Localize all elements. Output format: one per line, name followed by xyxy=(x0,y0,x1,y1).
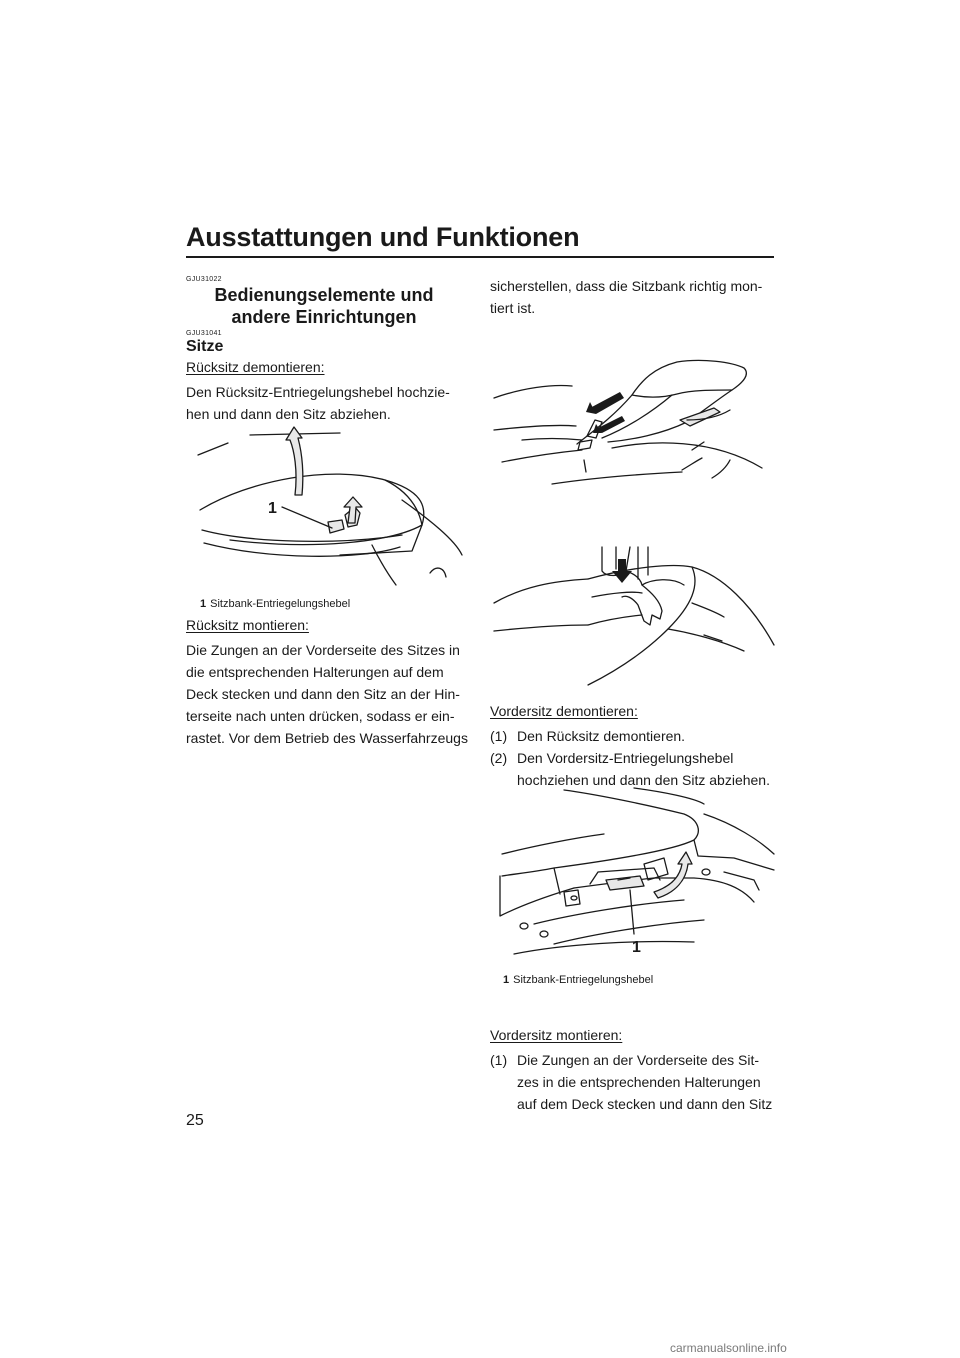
figure4-caption-number: 1 xyxy=(503,974,510,986)
header-rule xyxy=(186,256,774,258)
figure1-caption-number: 1 xyxy=(200,598,207,610)
section-code: GJU31022 xyxy=(186,276,222,283)
heading-front-seat-installation: Vordersitz montieren: xyxy=(490,1027,623,1043)
figure1-callout-1: 1 xyxy=(268,500,277,517)
list-item-text: Den Vordersitz-Entriegelungshebel hochziehen und dann den Sitz abziehen. xyxy=(517,750,770,788)
list-item-number: (2) xyxy=(490,750,508,766)
figure-rear-seat-press-down xyxy=(492,545,774,685)
watermark: carmanualsonline.info xyxy=(670,1341,787,1355)
page-header-title: Ausstattungen und Funktionen xyxy=(186,222,580,252)
figure-front-seat-release xyxy=(494,784,774,966)
subsection-title: Sitze xyxy=(186,338,224,355)
figure-rear-seat-installation-tabs xyxy=(492,360,774,488)
heading-rear-seat-removal: Rücksitz demontieren: xyxy=(186,359,325,375)
paragraph-rear-seat-removal: Den Rücksitz-Entriegelungshebel hochzie-hen und dann den Sitz abziehen. xyxy=(186,384,450,422)
list-item-text: Den Rücksitz demontieren. xyxy=(517,728,686,744)
list-item xyxy=(490,725,780,747)
list-item-text: Die Zungen an der Vorderseite des Sit-zes in die entsprechenden Halterungen auf dem Deck stecken und dann den Sitz xyxy=(517,1052,773,1112)
heading-rear-seat-installation: Rücksitz montieren: xyxy=(186,617,309,633)
figure1-caption-text: Sitzbank-Entriegelungshebel xyxy=(210,598,351,610)
list-front-seat-removal xyxy=(490,725,780,791)
section-title: Bedienungselemente und andere Einrichtungen xyxy=(214,285,434,327)
page-number: 25 xyxy=(186,1112,204,1129)
list-item-number: (1) xyxy=(490,728,508,744)
paragraph-rear-seat-installation: Die Zungen an der Vorderseite des Sitzes in die entsprechenden Halterungen auf dem Deck stecken und dann den Sitz an der Hin-terseite nach unten drücken, sodass er ein-rastet. Vor dem Betrieb des Wasserfahrzeugs xyxy=(186,642,468,746)
subsection-code: GJU31041 xyxy=(186,330,222,337)
figure4-caption-text: Sitzbank-Entriegelungshebel xyxy=(513,974,654,986)
heading-front-seat-removal: Vordersitz demontieren: xyxy=(490,703,638,719)
figure-rear-seat-release xyxy=(190,425,462,590)
figure4-caption xyxy=(503,974,653,986)
list-item-number: (1) xyxy=(490,1052,508,1068)
paragraph-rear-seat-installation-continued: sicherstellen, dass die Sitzbank richtig mon-tiert ist. xyxy=(490,278,763,316)
figure1-caption xyxy=(200,598,350,610)
list-item xyxy=(490,1049,780,1115)
list-front-seat-installation xyxy=(490,1049,780,1115)
figure4-callout-1: 1 xyxy=(632,939,641,956)
